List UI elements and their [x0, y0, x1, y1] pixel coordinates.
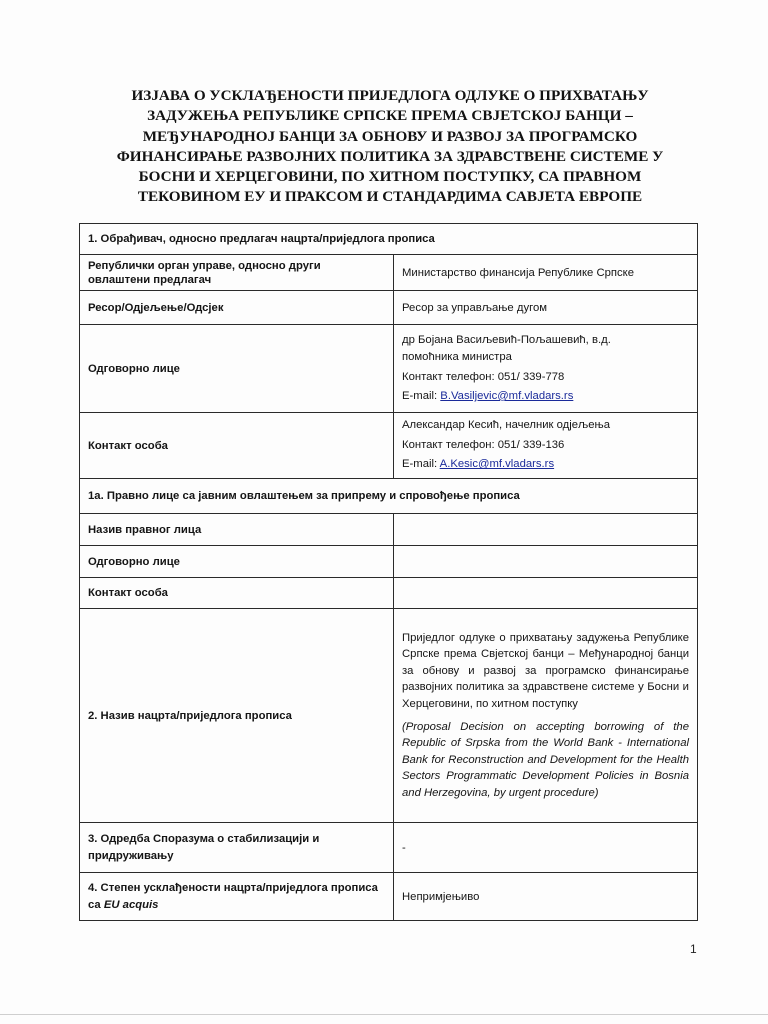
stepen-uskladjenosti-value: Непримјењиво	[394, 873, 698, 921]
kontakt-osoba-value	[394, 413, 698, 479]
organ-value: Министарство финансија Републике Српске	[394, 255, 698, 291]
kontakt-osoba-2-label: Контакт особа	[80, 578, 394, 609]
odgovorno-lice-position: помоћника министра	[402, 351, 512, 363]
odredba-value: -	[394, 823, 698, 873]
table-row	[80, 255, 698, 291]
kontakt-osoba-phone: Контакт телефон: 051/ 339-136	[402, 438, 565, 451]
kontakt-osoba-name: Александар Кесић, начелник одјељења	[402, 419, 611, 432]
stepen-uskladjenosti-label	[80, 873, 394, 921]
odredba-label: 3. Одредба Споразума о стабилизацији и придруживању	[80, 823, 394, 873]
kontakt-osoba-email-line	[402, 455, 689, 475]
section-1a-header: 1а. Правно лице са јавним овлаштењем за припрему и спровођење прописа	[80, 479, 698, 514]
table-row	[80, 325, 698, 413]
title-line: ЗАДУЖЕЊА РЕПУБЛИКЕ СРПСКЕ ПРЕМА СВЈЕТСКОЈ БАНЦИ –	[147, 107, 633, 125]
naziv-nacrta-label: 2. Назив нацрта/приједлога прописа	[80, 609, 394, 823]
page-number: 1	[690, 942, 697, 956]
section-1-header: 1. Обрађивач, односно предлагач нацрта/приједлога прописа	[80, 224, 698, 255]
compliance-form-table	[79, 223, 698, 921]
table-row	[80, 578, 698, 609]
odgovorno-lice-2-label: Одговорно лице	[80, 546, 394, 578]
stepen-label-italic: EU acquis	[103, 898, 159, 911]
title-line: БОСНИ И ХЕРЦЕГОВИНИ, ПО ХИТНОМ ПОСТУПКУ, СА ПРАВНОМ	[138, 168, 642, 186]
section-header-row	[80, 224, 698, 255]
naziv-nacrta-value	[394, 609, 698, 823]
naziv-nacrta-sr: Приједлог одлуке о прихватању задужења Републике Српске према Свјетској банци – Међународној банци за обнову и развој за програмско финансирање развојних политика за здравствене системе у Босни и Херцеговини, по хитном поступку	[402, 631, 689, 710]
section-header-row	[80, 479, 698, 514]
table-row	[80, 514, 698, 546]
odgovorno-lice-name: др Бојана Васиљевић-Пољашевић, в.д.	[402, 333, 611, 346]
table-row	[80, 413, 698, 479]
odgovorno-lice-phone: Контакт телефон: 051/ 339-778	[402, 370, 565, 383]
page-bottom-divider	[0, 1014, 768, 1015]
naziv-nacrta-en: (Proposal Decision on accepting borrowing of the Republic of Srpska from the World Bank - International Bank for Reconstruction and Development for the Health Sectors Programmatic Development Policies in Bosnia and Herzegovina, by urgent procedure)	[402, 720, 689, 799]
odgovorno-lice-2-value	[394, 546, 698, 578]
document-title	[95, 86, 685, 208]
resor-label: Ресор/Одјељење/Одсјек	[80, 291, 394, 325]
kontakt-osoba-label: Контакт особа	[80, 413, 394, 479]
kontakt-osoba-2-value	[394, 578, 698, 609]
table-row	[80, 609, 698, 823]
stepen-label-text: 4. Степен усклађености нацрта/приједлога прописа са	[88, 881, 378, 911]
organ-label: Републички орган управе, односно други овлаштени предлагач	[80, 255, 394, 291]
odgovorno-lice-label: Одговорно лице	[80, 325, 394, 413]
odgovorno-lice-email-line	[402, 387, 689, 407]
naziv-pravnog-lica-label: Назив правног лица	[80, 514, 394, 546]
title-line: МЕЂУНАРОДНОЈ БАНЦИ ЗА ОБНОВУ И РАЗВОЈ ЗА ПРОГРАМСКО	[142, 127, 638, 145]
table-row	[80, 546, 698, 578]
resor-value: Ресор за управљање дугом	[394, 291, 698, 325]
title-line: ТЕКОВИНОМ ЕУ И ПРАКСОМ И СТАНДАРДИМА САВЈЕТА ЕВРОПЕ	[137, 188, 643, 206]
email-label: E-mail:	[402, 390, 441, 402]
title-line: ФИНАНСИРАЊЕ РАЗВОЈНИХ ПОЛИТИКА ЗА ЗДРАВСТВЕНЕ СИСТЕМЕ У	[116, 147, 664, 165]
odgovorno-lice-email-link[interactable]: B.Vasiljevic@mf.vladars.rs	[440, 390, 574, 402]
email-label: E-mail:	[402, 458, 440, 471]
title-line: ИЗЈАВА О УСКЛАЂЕНОСТИ ПРИЈЕДЛОГА ОДЛУКЕ О ПРИХВАТАЊУ	[131, 87, 649, 104]
odgovorno-lice-value	[394, 325, 698, 413]
kontakt-osoba-email-link[interactable]: A.Kesic@mf.vladars.rs	[439, 458, 555, 471]
naziv-pravnog-lica-value	[394, 514, 698, 546]
table-row	[80, 291, 698, 325]
table-row	[80, 873, 698, 921]
table-row	[80, 823, 698, 873]
